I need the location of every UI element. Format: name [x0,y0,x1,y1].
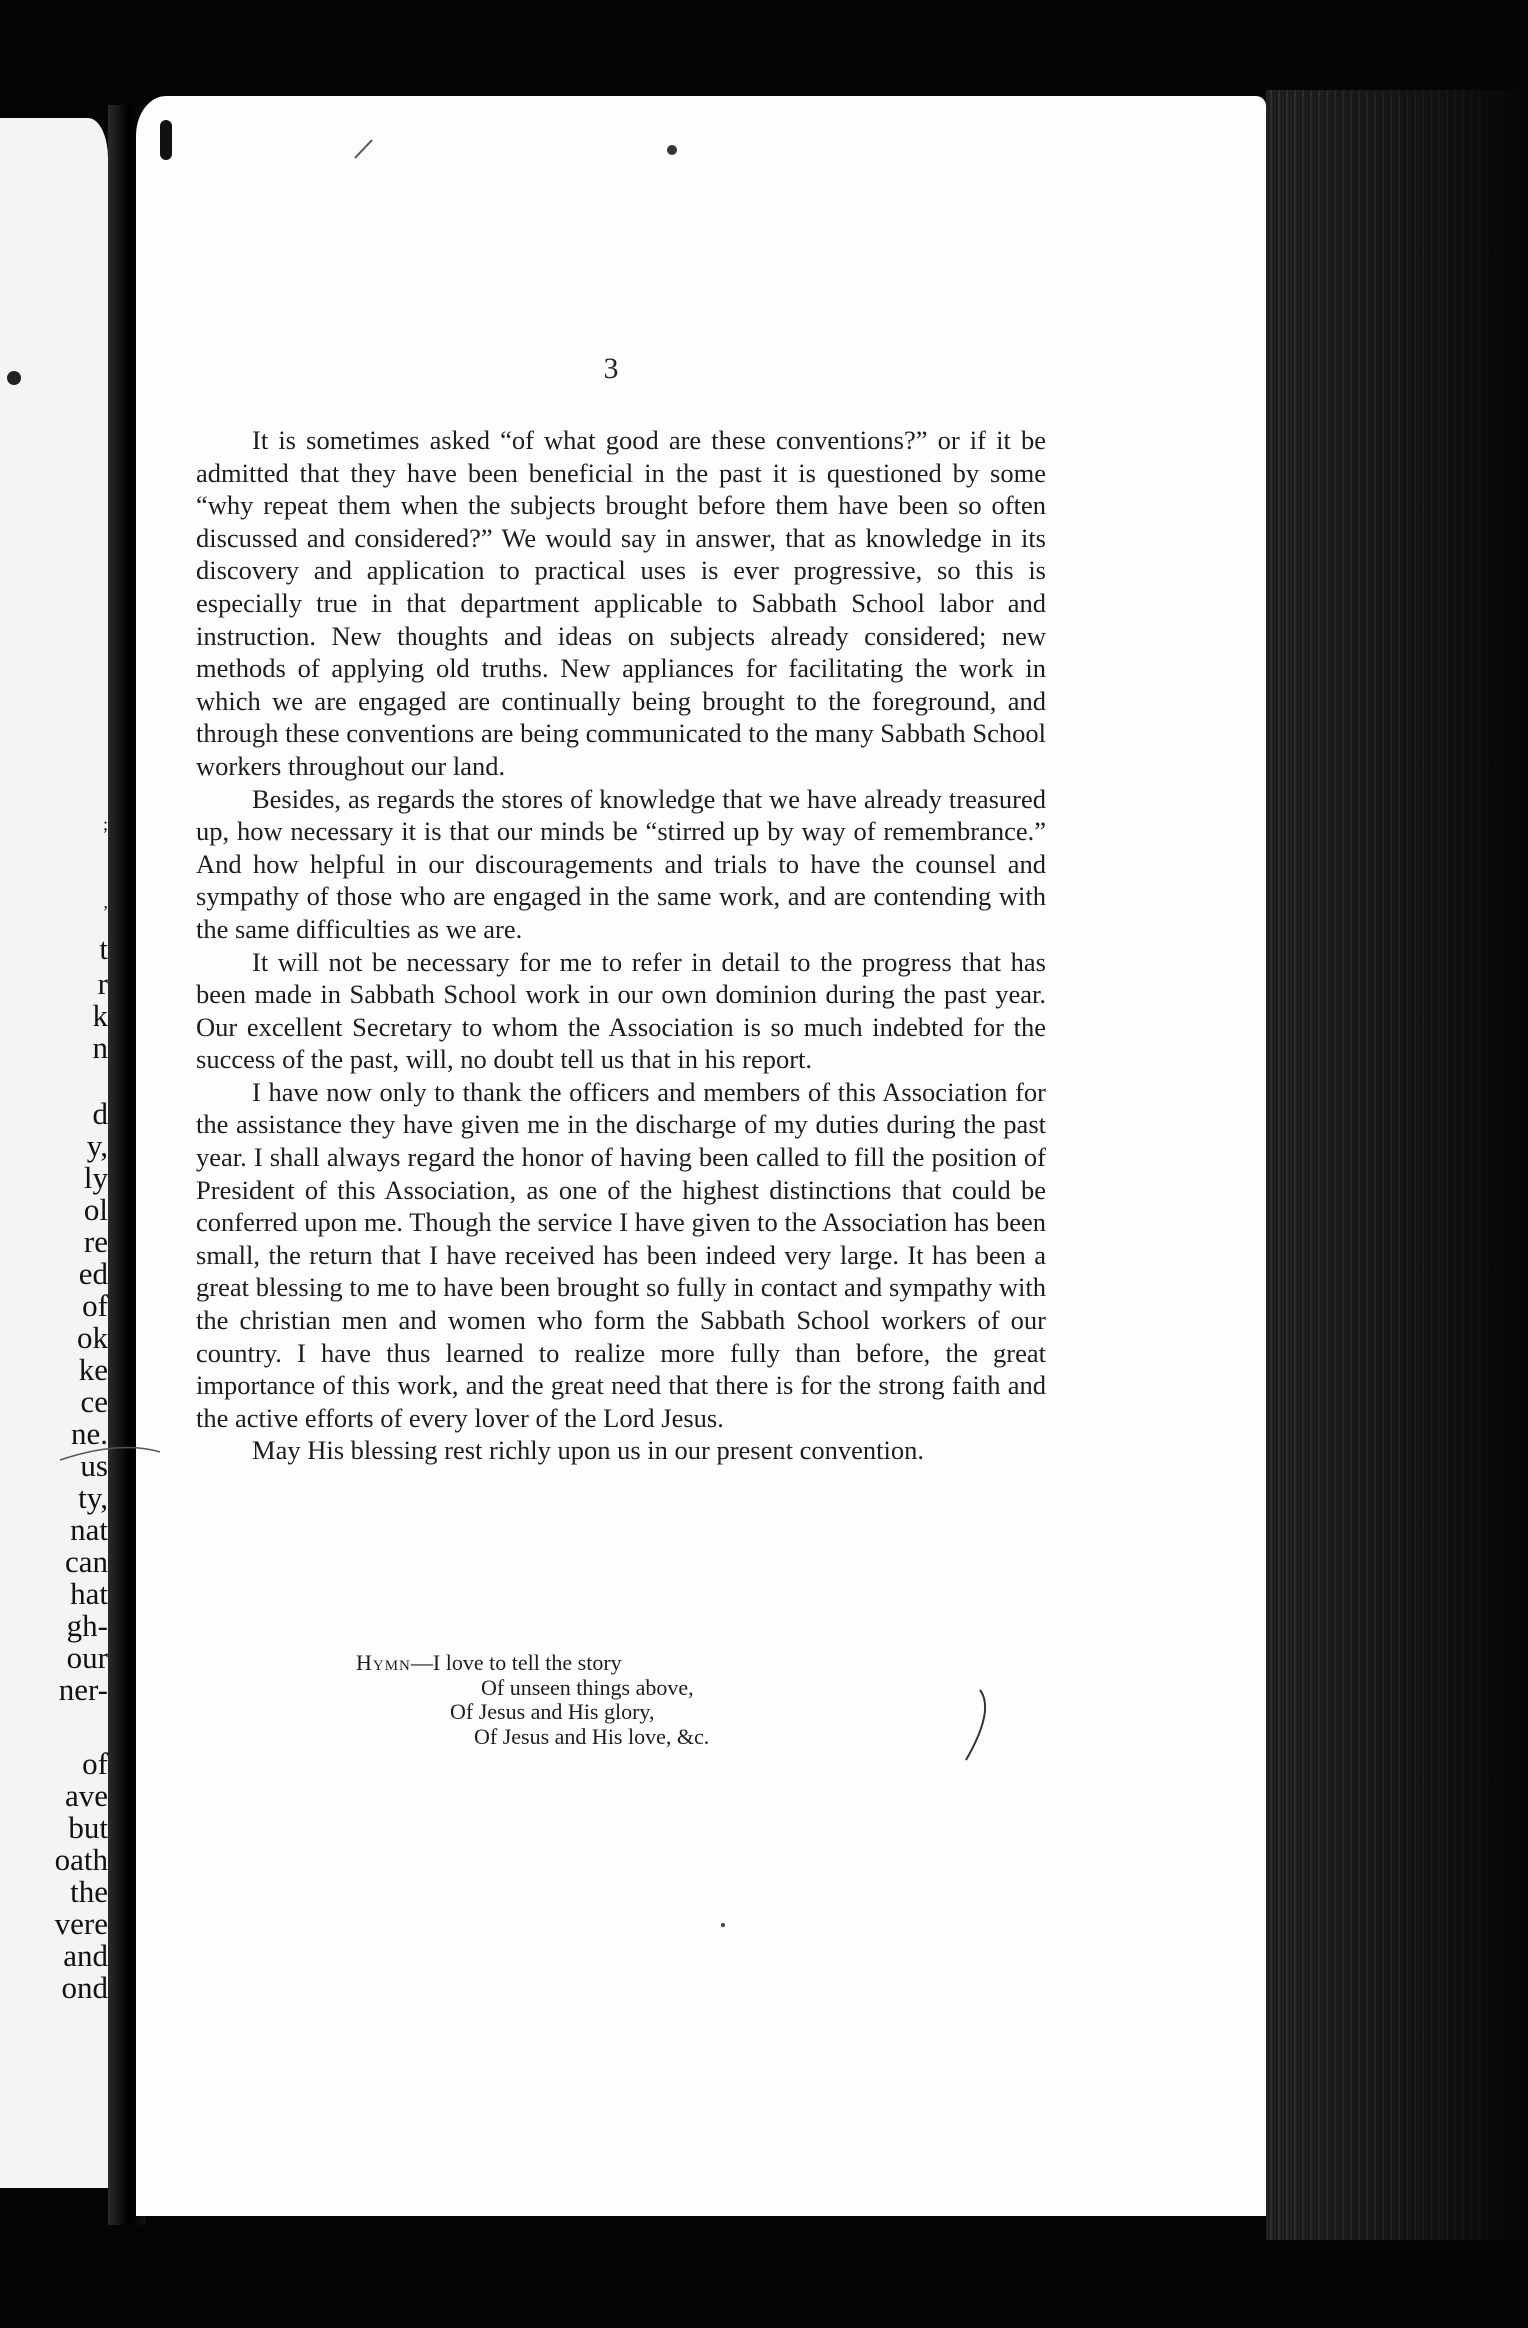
facing-fragment: hat [70,1576,108,1611]
hymn-line: Of Jesus and His love, &c. [474,1723,710,1749]
facing-fragment: n [92,1030,108,1065]
facing-fragment: vere [54,1906,108,1941]
facing-fragment: d [92,1096,108,1131]
facing-fragment: ce [80,1384,108,1419]
facing-fragment: ty, [78,1480,108,1515]
facing-fragment: ne. [70,1416,108,1451]
paragraph: It will not be necessary for me to refer in detail to the progress that has been made in Sabbath School work in our own dominion during the past year. Our excellent Secretary to whom the Association is so much indebted for the success of the past, will, no doubt tell us that in his report. [196,946,1046,1075]
hymn-line [356,1651,816,1676]
facing-fragment: oath [54,1842,108,1877]
facing-fragment: but [68,1810,108,1845]
facing-fragment: our [66,1640,108,1675]
facing-fragment: can [64,1544,108,1579]
facing-fragment: ok [77,1320,108,1355]
book-page-edges [1266,90,1528,2240]
paragraph: May His blessing rest richly upon us in our present convention. [252,1435,924,1466]
hymn-text: —I love to tell the story [410,1650,622,1675]
facing-fragment: of [82,1288,108,1323]
facing-fragment: ol [83,1192,108,1227]
facing-fragment: ly [83,1160,108,1195]
facing-fragment: ed [78,1256,108,1291]
hymn-line: Of unseen things above, [481,1674,694,1700]
facing-fragment: t [99,931,108,966]
facing-fragment: ke [78,1352,108,1387]
paragraph: I have now only to thank the officers and members of this Association for the assistance they have given me in the discharge of my duties during the past year. I shall always regard the honor of having been called to fill the position of President of this Association, as one of the highest distinctions that could be conferred upon me. Though the service I have given to the Association has been small, the return that I have received has been indeed very large. It has been a great blessing to me to have been brought so fully in contact and sympathy with the christian men and women who form the Sabbath School workers of our country. I have thus learned to realize more fully than before, the great importance of this work, and the great need that there is for the strong faith and the active efforts of every lover of the Lord Jesus. [196,1076,1046,1433]
facing-fragment: ave [64,1778,108,1813]
facing-fragment: k [92,998,108,1033]
facing-fragment: r [97,966,108,1001]
facing-fragment: ner- [58,1672,108,1707]
facing-fragment: of [82,1746,108,1781]
facing-fragment: nat [70,1512,108,1547]
facing-fragment: ; [102,814,108,834]
facing-fragment: ond [61,1970,108,2005]
hymn-label: Hymn [356,1650,411,1675]
facing-fragment: y, [86,1128,108,1163]
page-number: 3 [603,352,619,385]
facing-fragment: , [103,892,108,912]
facing-fragment: and [63,1938,108,1973]
hymn-block [356,1651,816,1749]
paragraph: It is sometimes asked “of what good are these conventions?” or if it be admitted that they have been beneficial in the past it is questioned by some “why repeat them when the subjects brought before them have been so often discussed and considered?” We would say in answer, that as knowledge in its discovery and application to practical uses is ever progressive, so this is especially true in that department applicable to Sabbath School labor and instruction. New thoughts and ideas on subjects already considered; new methods of applying old truths. New appliances for facilitating the work in which we are engaged are continually being brought to the foreground, and through these conventions are being communicated to the many Sabbath School workers throughout our land. [196,425,1046,781]
facing-page-edge [0,118,108,2188]
facing-fragment: us [80,1448,108,1483]
hymn-line: Of Jesus and His glory, [450,1699,655,1724]
body-text [196,424,1046,1467]
facing-fragment: the [70,1874,108,1909]
facing-fragment: gh- [66,1608,108,1643]
facing-fragment: re [83,1224,108,1259]
facing-page-text-fragments [0,118,108,2188]
paragraph: Besides, as regards the stores of knowledge that we have already treasured up, how necessary it is that our minds be “stirred up by way of remembrance.” And how helpful in our discouragements and trials to have the counsel and sympathy of those who are engaged in the same work, and are contending with the same difficulties as we are. [196,783,1046,944]
